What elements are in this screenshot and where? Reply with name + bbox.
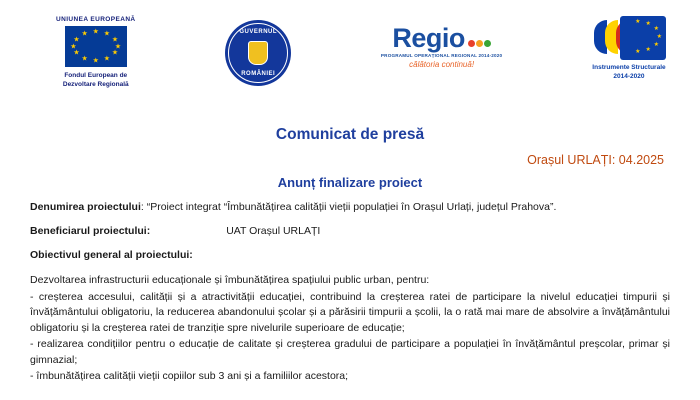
seal-crest-icon <box>248 41 268 65</box>
field-project-name-value: : “Proiect integrat “Îmbunătățirea calității vieții populației în Orașul Urlați, județul Prahova”. <box>140 201 557 213</box>
regio-wordmark: Regio <box>392 23 465 53</box>
structural-instruments-caption <box>592 63 665 81</box>
paragraph-bullet-2: - realizarea condițiilor pentru o educație de calitate și creșterea gradului de participare a populației în învățământul preșcolar, primar și gimnazial; <box>30 338 670 366</box>
seal-bottom-text: ROMÂNIEI <box>241 71 276 77</box>
paragraph-intro: Dezvoltarea infrastructurii educaționale și îmbunătățirea spațiului public urban, pentru: <box>30 274 430 286</box>
paragraph-bullet-1: - creșterea accesului, calității și a atractivității educației, contribuind la creșterea ratei de participare la nivelul educației timpurii și învățământului obligatoriu, la reducerea abandonului școlar și a părăsirii timpurii a școlii, la o rată mai mare de absolvire a învățământului obligatoriu și la creșterea ratei de tranziție spre nivelurile superioare de educație; <box>30 290 670 334</box>
field-beneficiary <box>30 225 670 238</box>
city-date: Orașul URLAȚI: 04.2025 <box>527 153 664 167</box>
document-body <box>28 126 672 385</box>
field-project-name-label: Denumirea proiectului <box>30 201 141 213</box>
objective-paragraphs <box>30 273 670 385</box>
field-general-objective <box>30 249 670 262</box>
eu-flag-icon: ★ ★ ★ ★ ★ ★ ★ ★ ★ ★ ★ ★ <box>65 26 127 67</box>
si-caption-line-1: Instrumente Structurale <box>592 64 666 71</box>
eu-caption-line-2: Dezvoltare Regională <box>62 81 129 88</box>
eu-logo-caption <box>63 71 129 89</box>
regio-subtitle: PROGRAMUL OPERAȚIONAL REGIONAL 2014-2020 <box>380 53 503 58</box>
regio-logo-block <box>381 24 502 69</box>
field-beneficiary-label: Beneficiarul proiectului: <box>30 225 151 237</box>
paragraph-bullet-3: - îmbunătățirea calității vieții copiilor sub 3 ani și a familiilor acestora; <box>30 370 349 382</box>
structural-instruments-block <box>592 16 666 81</box>
eu-logo-block <box>56 16 136 89</box>
regio-logo-icon <box>392 24 491 52</box>
field-beneficiary-value: UAT Orașul URLAȚI <box>226 225 321 237</box>
page-subtitle: Anunț finalizare proiect <box>277 175 423 190</box>
seal-top-text: GUVERNUL <box>239 29 278 35</box>
field-general-objective-label: Obiectivul general al proiectului: <box>30 249 193 261</box>
eu-caption-line-1: Fondul European de <box>64 72 128 79</box>
si-caption-line-2: 2014-2020 <box>613 73 645 80</box>
regio-dots-icon <box>467 34 491 52</box>
regio-tagline: călătoria continuă! <box>409 60 475 69</box>
structural-instruments-flag-icon: ★ ★ ★ ★ ★ ★ ★ <box>592 16 666 60</box>
logo-header-row <box>28 10 672 114</box>
field-project-name <box>30 201 670 214</box>
government-logo-block <box>225 16 291 86</box>
eu-logo-title: UNIUNEA EUROPEANĂ <box>56 16 136 23</box>
page-title: Comunicat de presă <box>275 126 425 143</box>
government-seal-icon <box>225 20 291 86</box>
